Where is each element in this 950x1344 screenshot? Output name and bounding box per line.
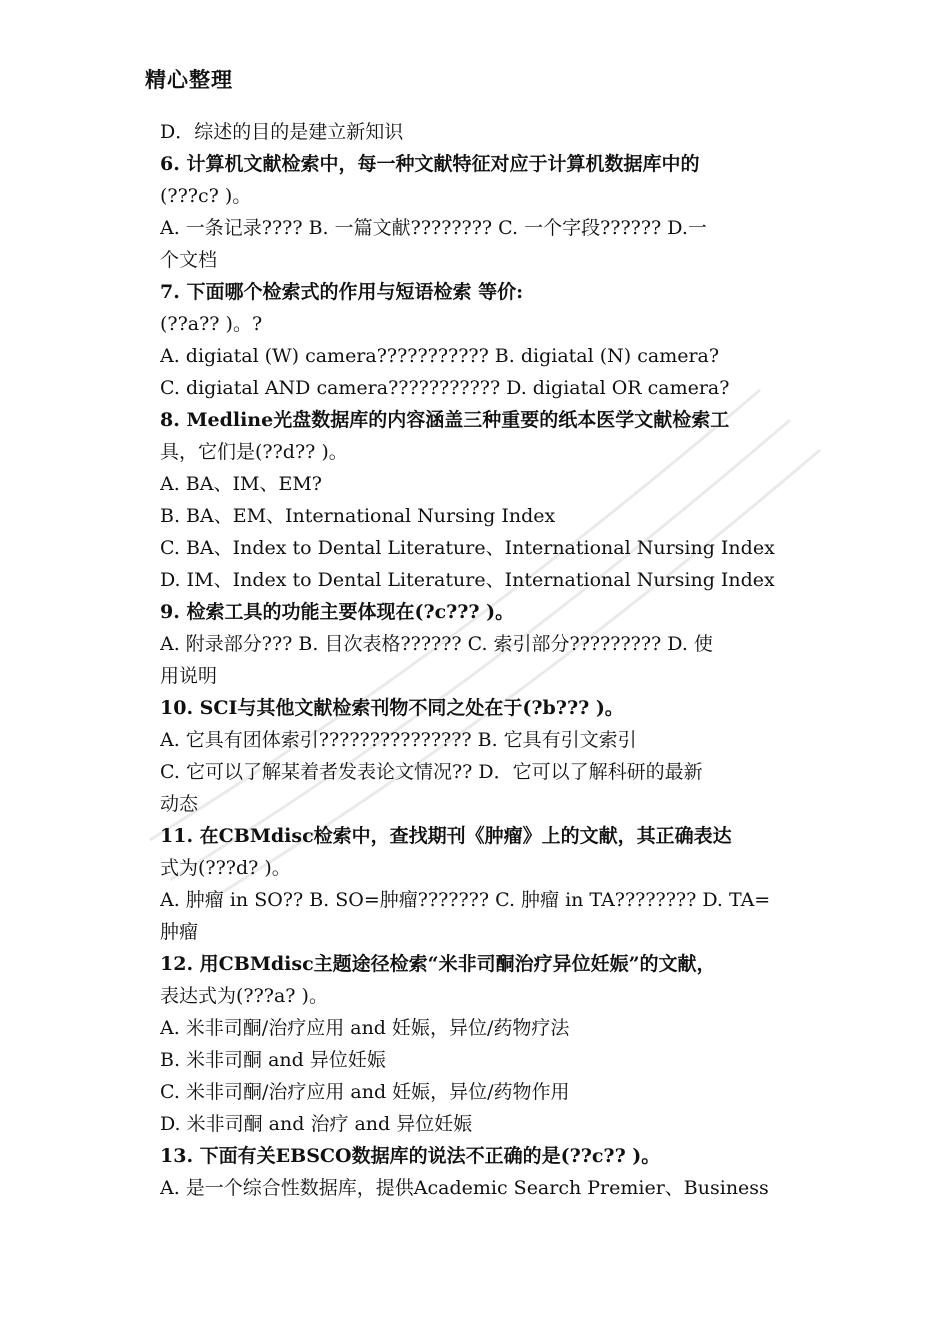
option-c: C. 米非司酮/治疗应用 and 妊娠，异位/药物作用 bbox=[160, 1081, 570, 1103]
text-line: 肿瘤 bbox=[160, 921, 199, 943]
page-header: 精心整理 bbox=[145, 67, 233, 92]
option-d: D. 米非司酮 and 治疗 and 异位妊娠 bbox=[160, 1113, 473, 1135]
option-a: A. 是一个综合性数据库，提供Academic Search Premier、Business bbox=[160, 1177, 769, 1199]
text-line: 用说明 bbox=[160, 665, 218, 687]
question-13: 13. 下面有关EBSCO数据库的说法不正确的是(??c?? )。 bbox=[160, 1145, 661, 1167]
options-line: A. digiatal (W) camera??????????? B. digiatal (N) camera? bbox=[160, 345, 720, 367]
option-d: D. IM、Index to Dental Literature、International Nursing Index bbox=[160, 569, 775, 591]
options-line: C. 它可以了解某着者发表论文情况?? D．它可以了解科研的最新 bbox=[160, 761, 703, 783]
text-line: (??a?? )。? bbox=[160, 313, 263, 335]
question-10: 10. SCI与其他文献检索刊物不同之处在于(?b??? )。 bbox=[160, 697, 624, 719]
question-11: 11. 在CBMdisc检索中，查找期刊《肿瘤》上的文献，其正确表达 bbox=[160, 825, 732, 847]
text-line: 式为(???d? )。 bbox=[160, 857, 291, 879]
document-body bbox=[160, 116, 810, 1204]
question-8: 8. Medline光盘数据库的内容涵盖三种重要的纸本医学文献检索工 bbox=[160, 409, 730, 431]
options-line: A. 附录部分??? B. 目次表格?????? C. 索引部分????????? D. 使 bbox=[160, 633, 713, 655]
options-line: A. 肿瘤 in SO?? B. SO=肿瘤??????? C. 肿瘤 in TA???????? D. TA= bbox=[160, 889, 771, 911]
question-9: 9. 检索工具的功能主要体现在(?c??? )。 bbox=[160, 601, 515, 623]
options-line: C. digiatal AND camera??????????? D. digiatal OR camera? bbox=[160, 377, 730, 399]
question-12: 12. 用CBMdisc主题途径检索“米非司酮治疗异位妊娠”的文献， bbox=[160, 953, 716, 975]
text-line: 具，它们是(??d?? )。 bbox=[160, 441, 348, 463]
question-7: 7. 下面哪个检索式的作用与短语检索 等价: bbox=[160, 281, 524, 303]
option-b: B. BA、EM、International Nursing Index bbox=[160, 505, 556, 527]
question-6: 6. 计算机文献检索中，每一种文献特征对应于计算机数据库中的 bbox=[160, 153, 700, 175]
text-line: 表达式为(???a? )。 bbox=[160, 985, 328, 1007]
text-line: (???c? )。 bbox=[160, 185, 252, 207]
options-line: A. 它具有团体索引??????????????? B. 它具有引文索引 bbox=[160, 729, 637, 751]
text-line: 个文档 bbox=[160, 249, 218, 271]
option-c: C. BA、Index to Dental Literature、International Nursing Index bbox=[160, 537, 775, 559]
text-line: D．综述的目的是建立新知识 bbox=[160, 121, 404, 143]
option-a: A. BA、IM、EM? bbox=[160, 473, 322, 495]
text-line: 动态 bbox=[160, 793, 199, 815]
option-b: B. 米非司酮 and 异位妊娠 bbox=[160, 1049, 386, 1071]
options-line: A. 一条记录???? B. 一篇文献???????? C. 一个字段?????? D.一 bbox=[160, 217, 707, 239]
option-a: A. 米非司酮/治疗应用 and 妊娠，异位/药物疗法 bbox=[160, 1017, 570, 1039]
